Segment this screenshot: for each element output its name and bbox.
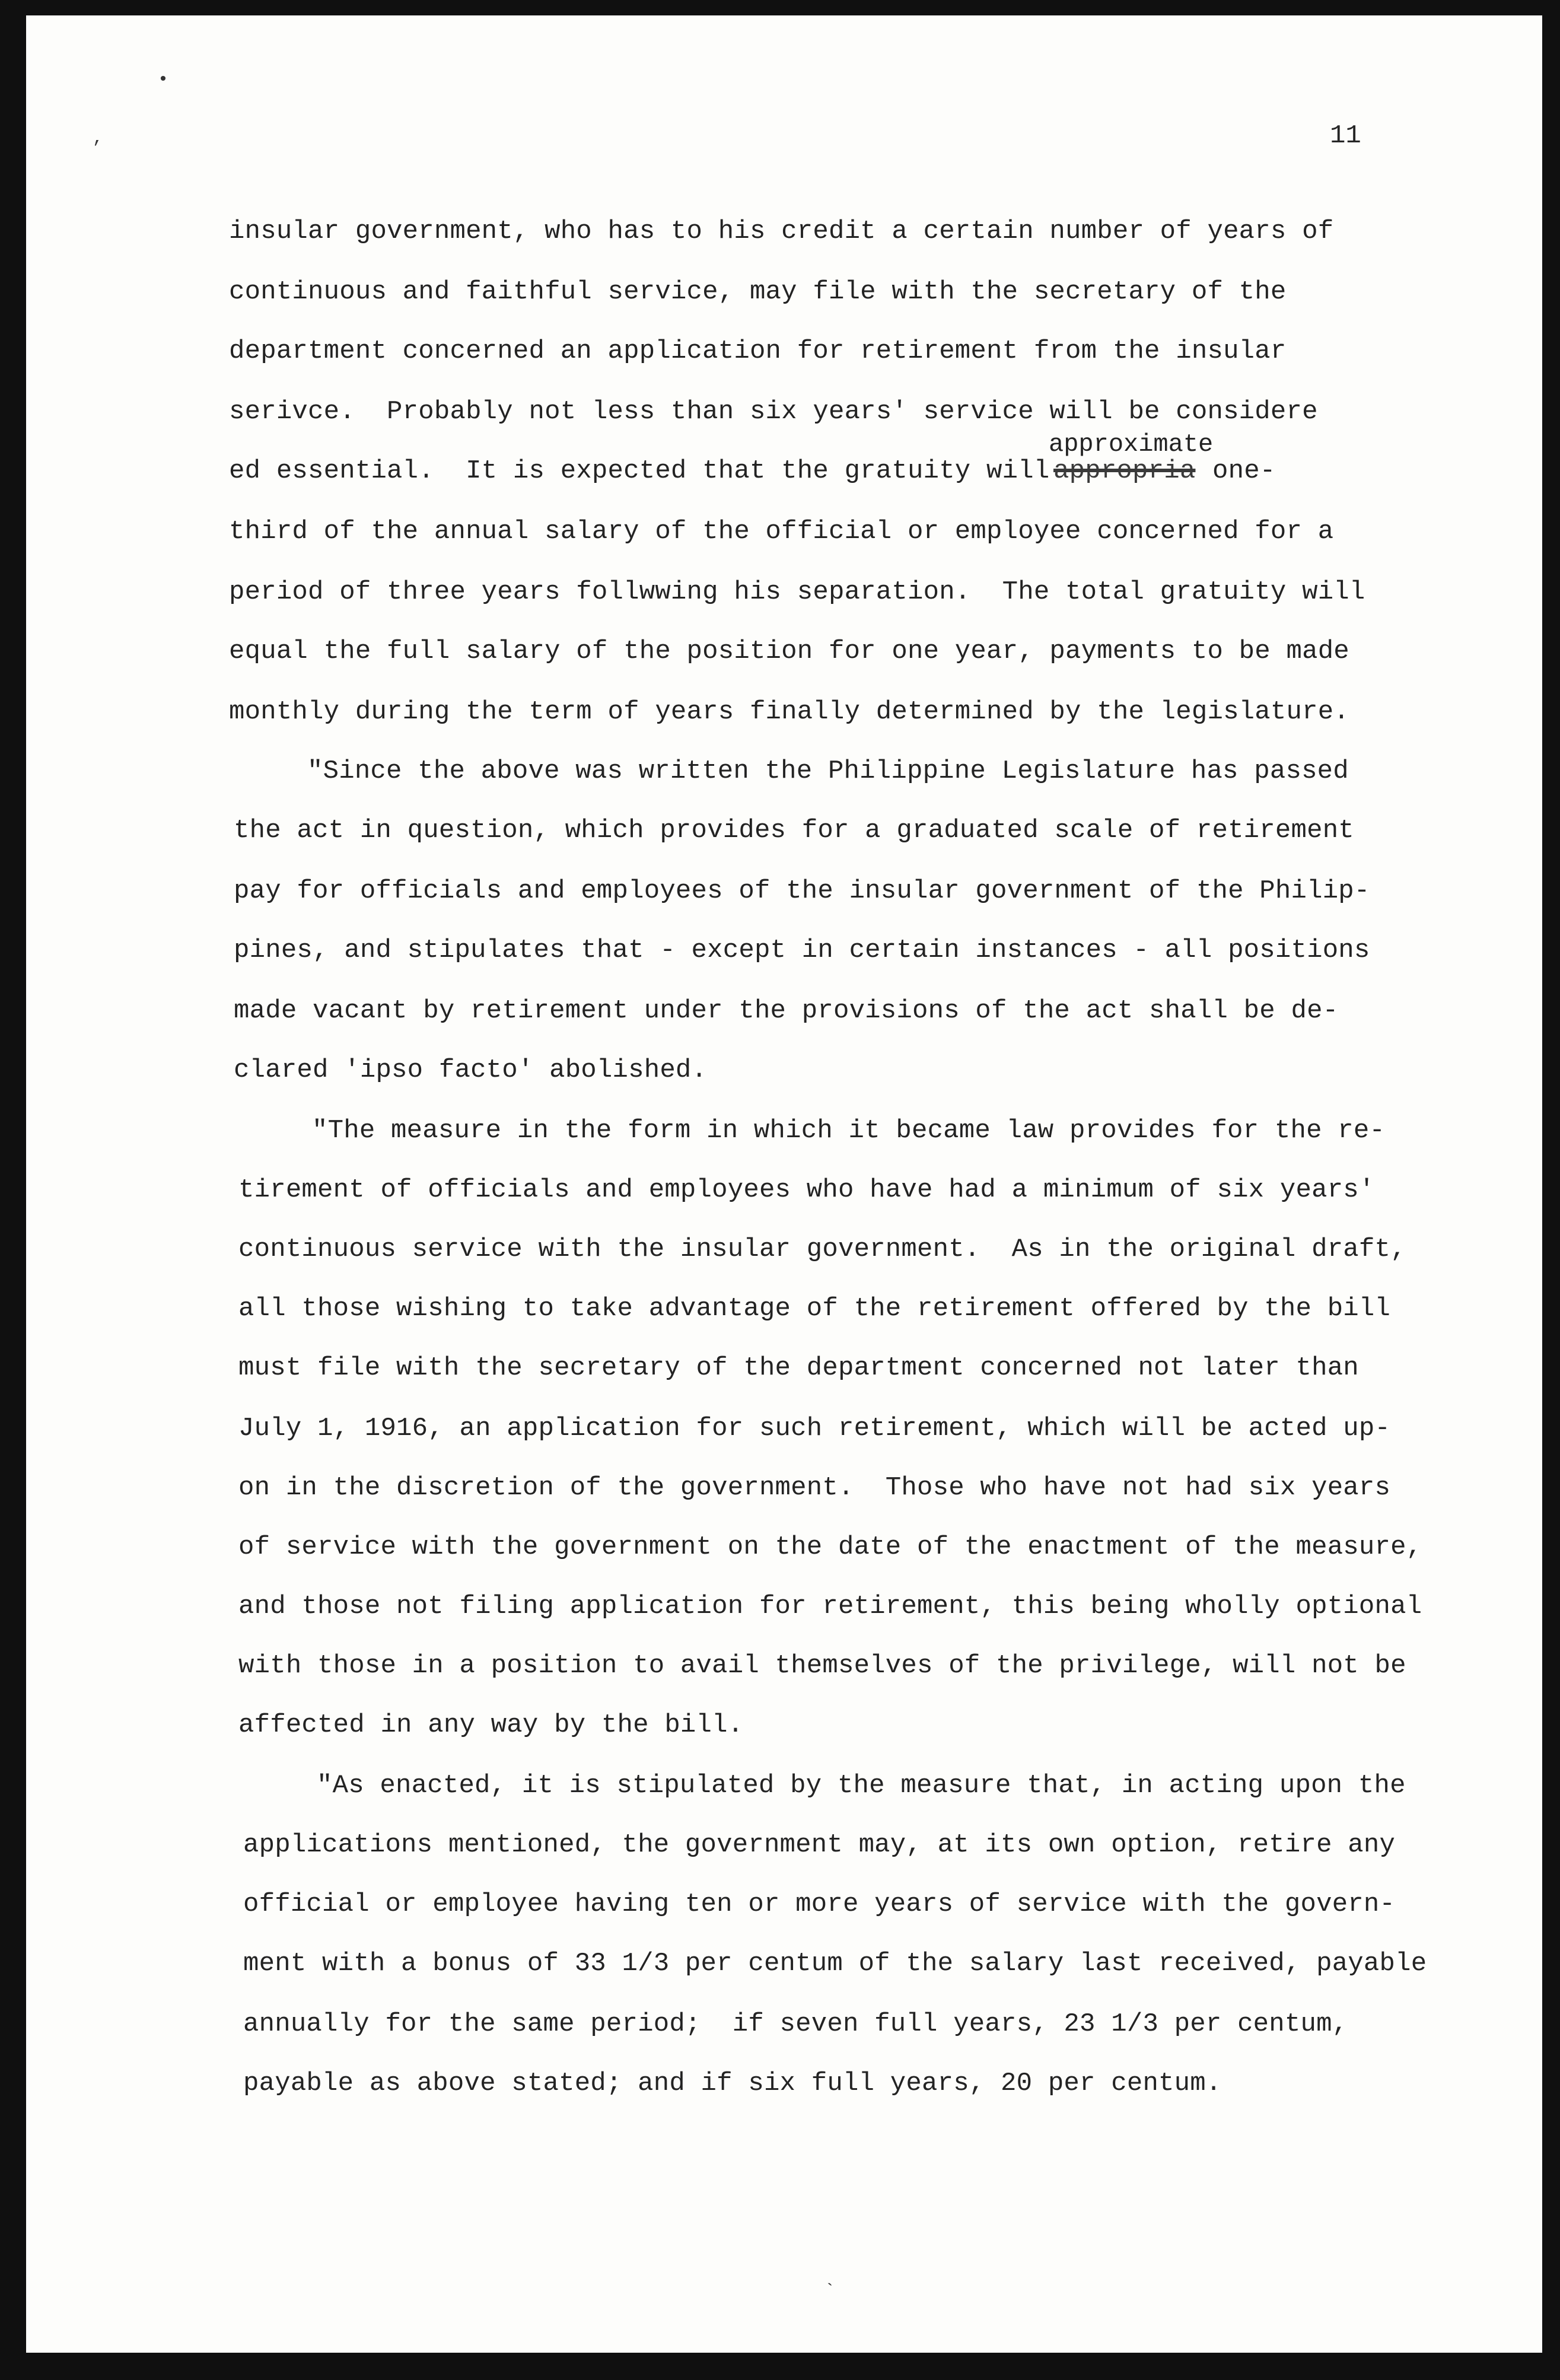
text-line: pines, and stipulates that - except in certain instances - all positions: [234, 936, 1370, 965]
stray-mark: `: [824, 2282, 836, 2302]
text-line: payable as above stated; and if six full years, 20 per centum.: [243, 2069, 1222, 2098]
text-line: third of the annual salary of the official or employee concerned for a: [229, 517, 1334, 546]
text-line: official or employee having ten or more years of service with the govern-: [243, 1889, 1396, 1919]
text-line: on in the discretion of the government. Those who have not had six years: [238, 1473, 1391, 1503]
text-line: "Since the above was written the Philippine Legislature has passed: [307, 756, 1349, 786]
text-line: continuous service with the insular government. As in the original draft,: [238, 1234, 1406, 1264]
text-line: ed essential. It is expected that the gratuity will: [229, 456, 1050, 486]
document-page: [26, 15, 1542, 2353]
text-line: insular government, who has to his credit a certain number of years of: [229, 217, 1334, 246]
text-line: July 1, 1916, an application for such retirement, which will be acted up-: [238, 1414, 1391, 1443]
struck-word: appropria: [1053, 456, 1196, 486]
text-line: "The measure in the form in which it became law provides for the re-: [312, 1116, 1386, 1146]
text-line: must file with the secretary of the department concerned not later than: [238, 1353, 1359, 1383]
text-line: department concerned an application for retirement from the insular: [229, 336, 1287, 366]
text-line: of service with the government on the date of the enactment of the measure,: [238, 1532, 1422, 1562]
text-line: serivce. Probably not less than six years' service will be considere: [229, 397, 1318, 427]
text-line: equal the full salary of the position for one year, payments to be made: [229, 637, 1349, 666]
text-line: period of three years follwwing his separation. The total gratuity will: [229, 577, 1365, 607]
page-number: 11: [1330, 121, 1361, 151]
text-line: clared 'ipso facto' abolished.: [234, 1055, 708, 1085]
stray-mark: •: [158, 70, 169, 90]
handwritten-insertion: approximate: [1049, 430, 1214, 459]
text-line: affected in any way by the bill.: [238, 1710, 744, 1740]
text-line: "As enacted, it is stipulated by the measure that, in acting upon the: [317, 1771, 1406, 1800]
text-line: ment with a bonus of 33 1/3 per centum of the salary last received, payable: [243, 1949, 1427, 1978]
text-line: the act in question, which provides for a graduated scale of retirement: [234, 816, 1354, 845]
text-line: continuous and faithful service, may file with the secretary of the: [229, 277, 1287, 307]
text-line: monthly during the term of years finally determined by the legislature.: [229, 697, 1349, 727]
text-line: one-: [1212, 456, 1276, 486]
stray-mark: ,: [93, 128, 104, 148]
text-line: annually for the same period; if seven full years, 23 1/3 per centum,: [243, 2009, 1348, 2039]
text-line: and those not filing application for retirement, this being wholly optional: [238, 1592, 1422, 1621]
text-line: all those wishing to take advantage of the retirement offered by the bill: [238, 1294, 1391, 1323]
text-line: tirement of officials and employees who have had a minimum of six years': [238, 1175, 1375, 1205]
text-line: applications mentioned, the government may, at its own option, retire any: [243, 1830, 1396, 1860]
text-line: pay for officials and employees of the insular government of the Philip-: [234, 876, 1370, 906]
text-line: made vacant by retirement under the provisions of the act shall be de-: [234, 996, 1339, 1026]
text-line: with those in a position to avail themselves of the privilege, will not be: [238, 1651, 1406, 1681]
